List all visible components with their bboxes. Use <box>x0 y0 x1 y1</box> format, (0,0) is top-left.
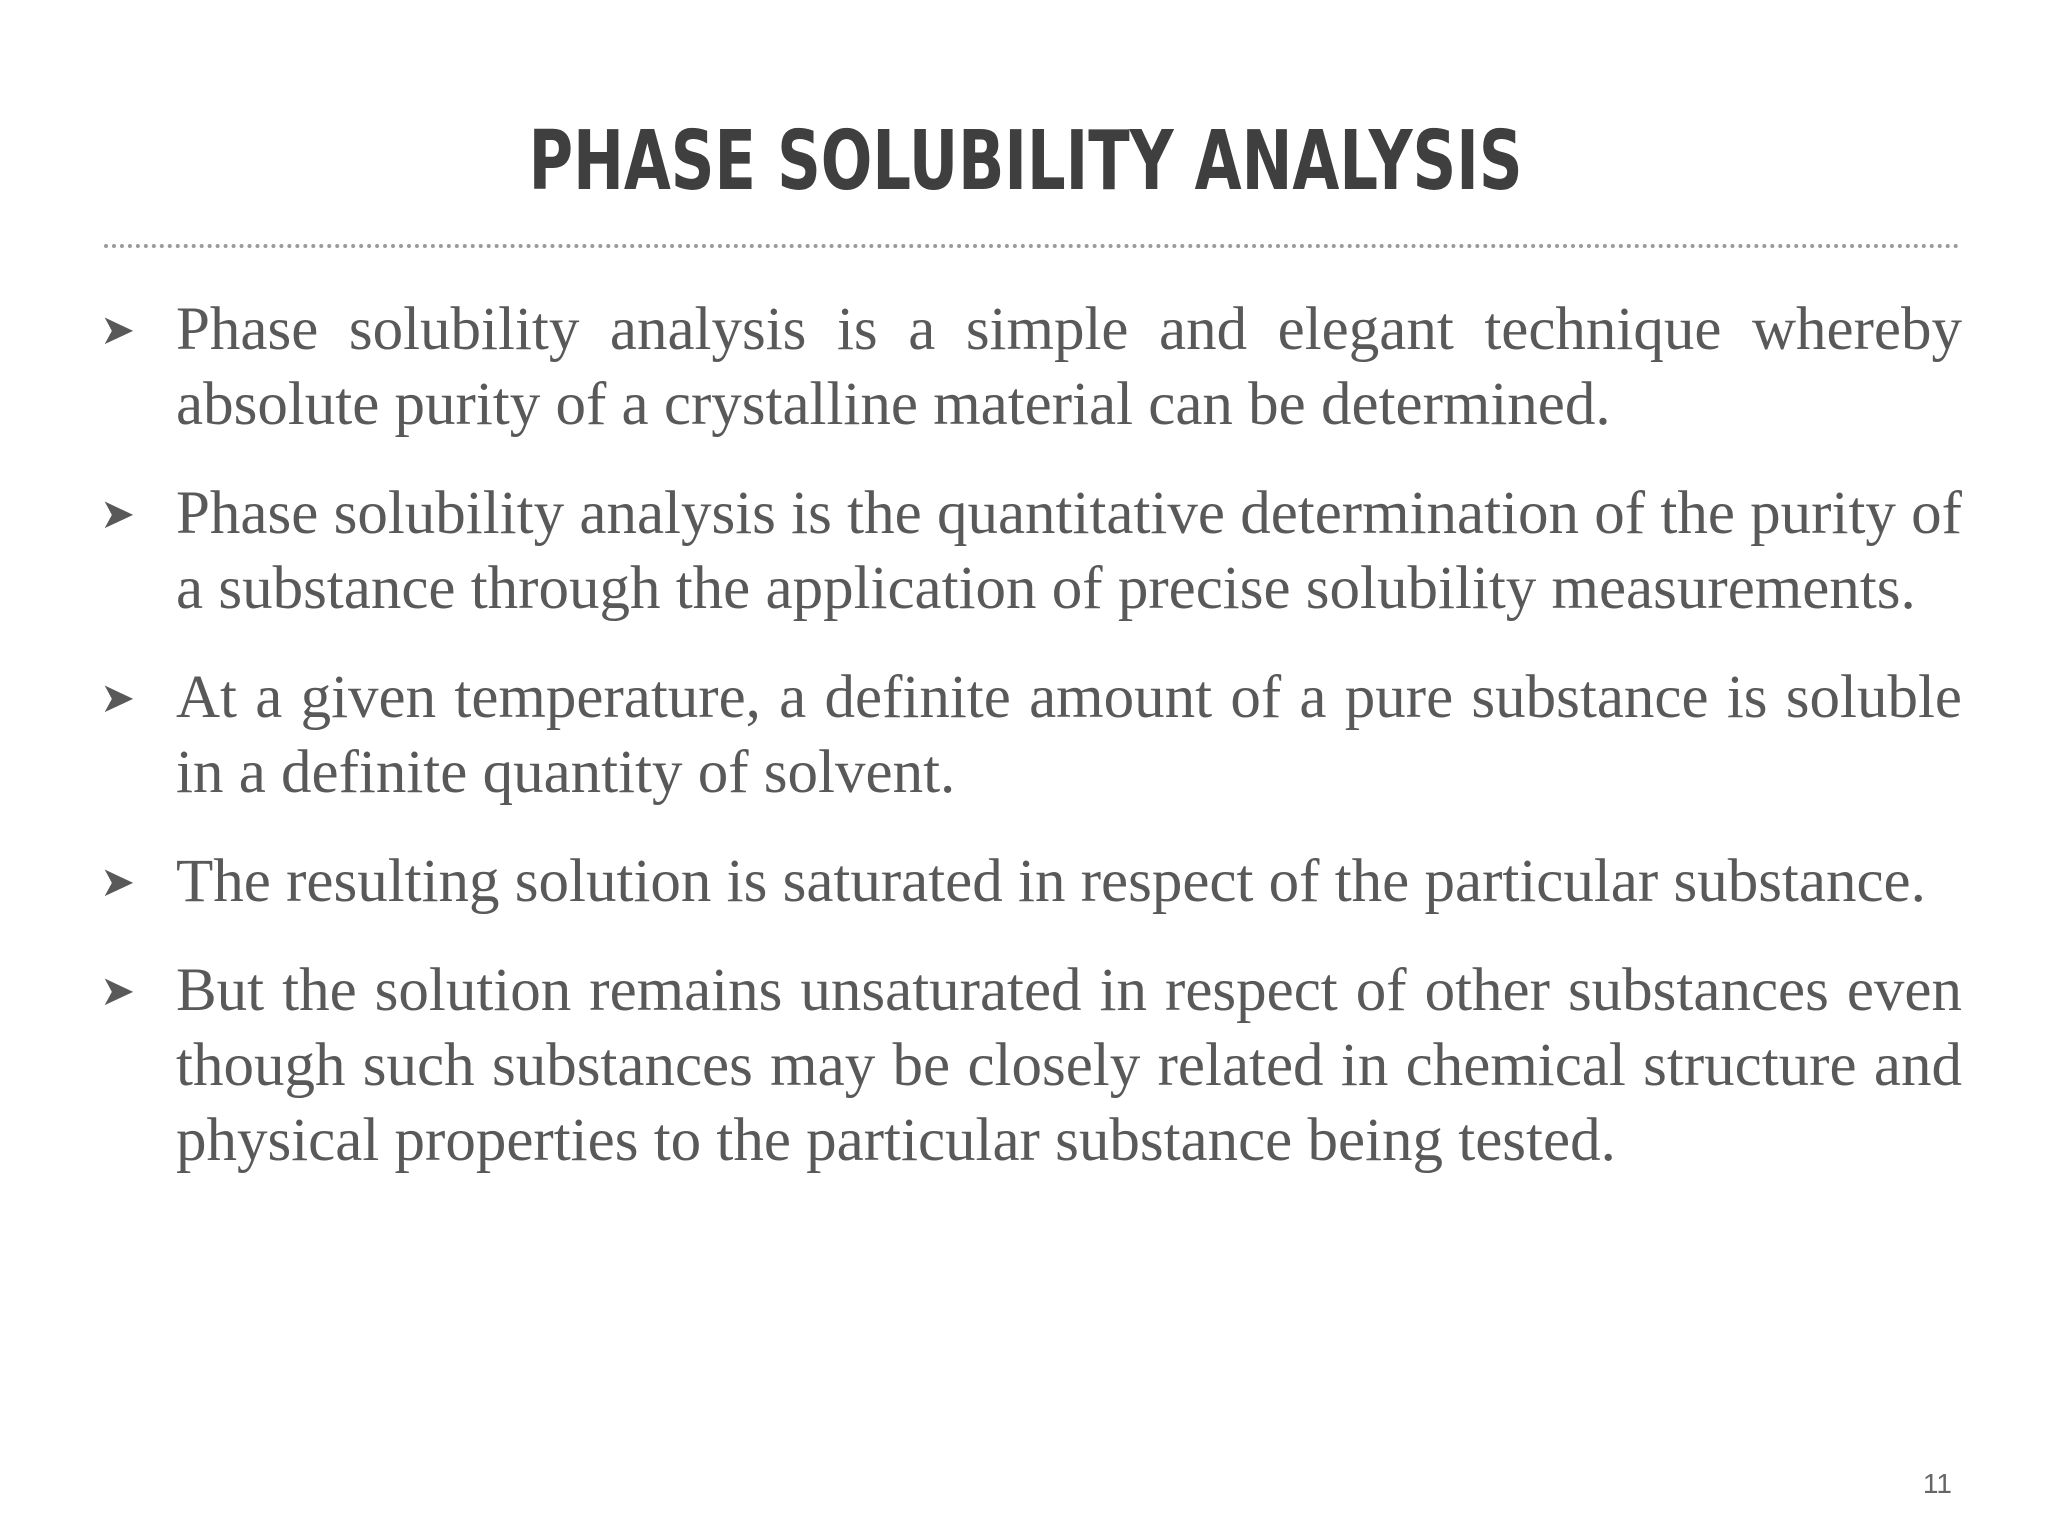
bullet-text: Phase solubility analysis is a simple and elegant technique whereby absolute purity of a crystalline material can be determined. <box>176 296 1962 438</box>
bullet-item <box>100 476 1962 626</box>
page-number: 11 <box>1922 1468 1952 1499</box>
bullet-item <box>100 292 1962 442</box>
arrowhead-bullet-icon: ➤ <box>100 857 136 906</box>
slide-title: PHASE SOLUBILITY ANALYSIS <box>528 114 1523 209</box>
bullet-item <box>100 953 1962 1178</box>
arrowhead-bullet-icon: ➤ <box>100 489 136 538</box>
bullet-text: But the solution remains unsaturated in respect of other substances even though such substances may be closely related in chemical structure and physical properties to the particular substance being tested. <box>176 957 1962 1174</box>
arrowhead-bullet-icon: ➤ <box>100 966 136 1015</box>
bullet-item <box>100 660 1962 810</box>
title-divider <box>104 244 1960 248</box>
bullet-text: At a given temperature, a definite amount of a pure substance is soluble in a definite quantity of solvent. <box>176 664 1962 806</box>
arrowhead-bullet-icon: ➤ <box>100 305 136 354</box>
arrowhead-bullet-icon: ➤ <box>100 673 136 722</box>
bullet-list <box>100 292 1962 1212</box>
bullet-text: Phase solubility analysis is the quantitative determination of the purity of a substance through the application of precise solubility measurements. <box>176 480 1962 622</box>
bullet-text: The resulting solution is saturated in respect of the particular substance. <box>176 848 1926 915</box>
bullet-item <box>100 844 1962 919</box>
